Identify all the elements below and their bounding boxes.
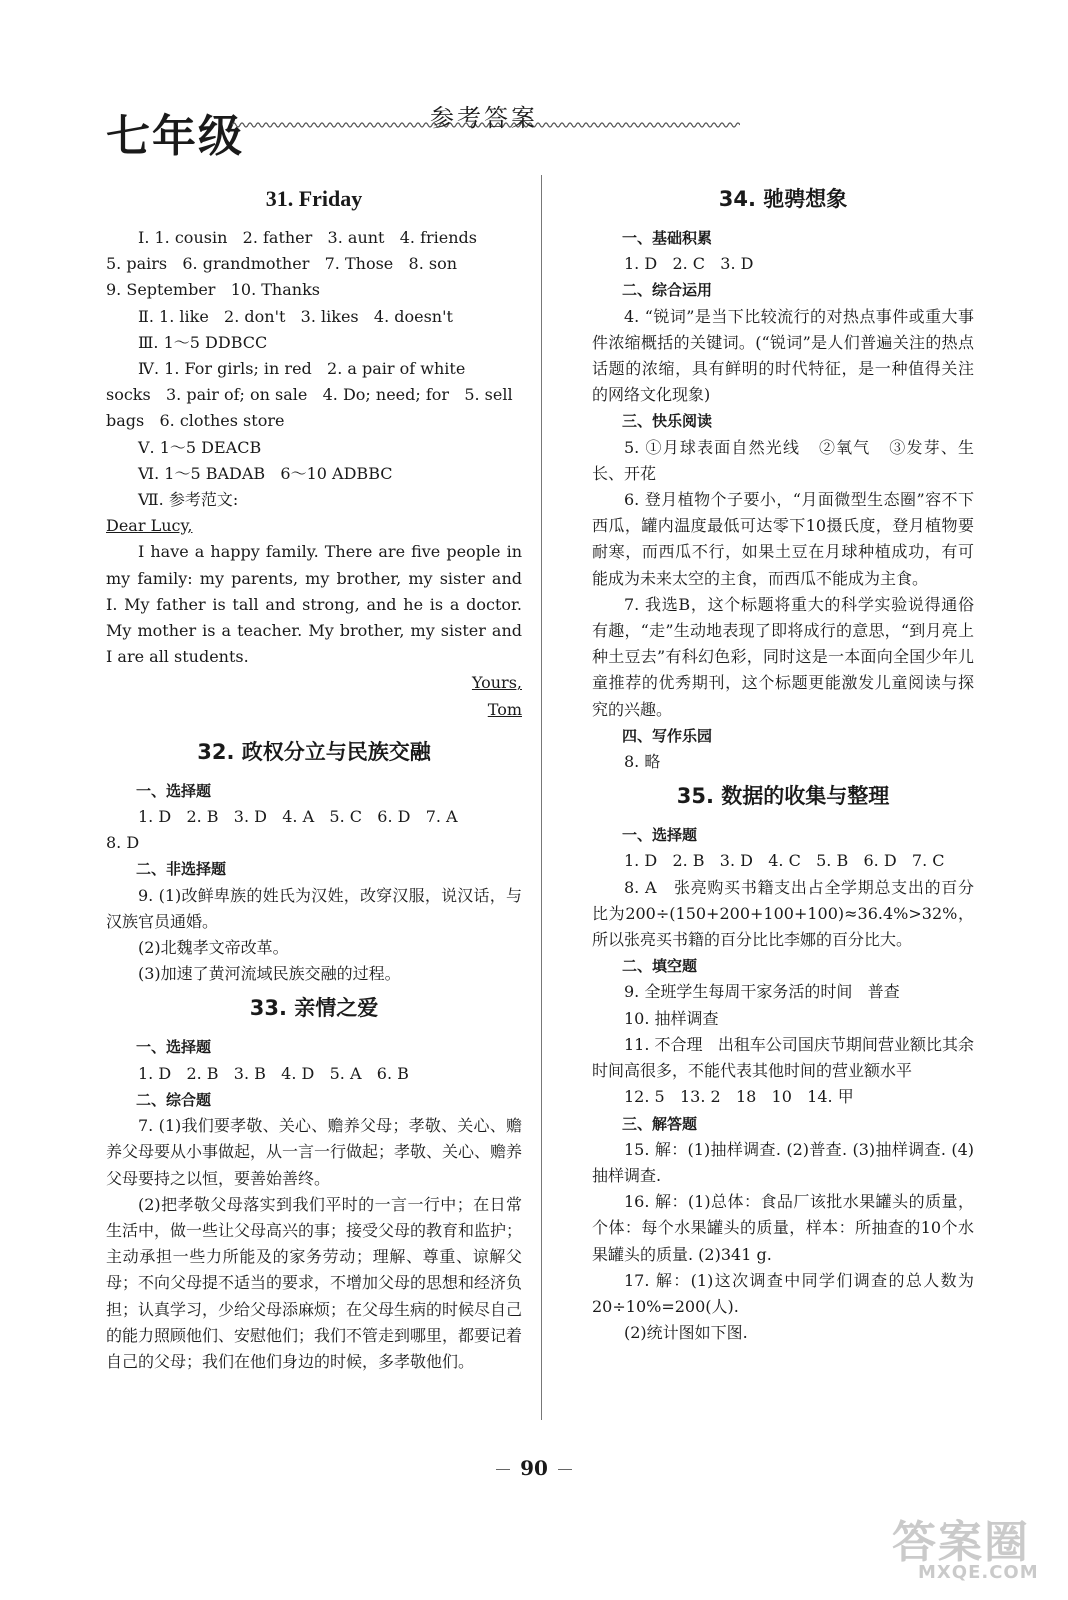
answer-line: 10. 抽样调查 (624, 1008, 719, 1028)
answer-line: 1. D 2. B 3. B 4. D 5. A 6. B (138, 1063, 409, 1083)
answer-line: 12. 5 13. 2 18 10 14. 甲 (624, 1087, 854, 1107)
subsection-heading: 二、填空题 (622, 957, 698, 976)
answer-paragraph: 4. “锐词”是当下比较流行的对热点事件或重大事件浓缩概括的关键词。(“锐词”是人们普遍关注的热点话题的浓缩，具有鲜明的时代特征，是一种值得关注的网络文化现象) (592, 306, 974, 405)
answer-paragraph: 9. (1)改鲜卑族的姓氏为汉姓，改穿汉服，说汉话，与汉族官员通婚。 (106, 885, 522, 931)
answer-line: 1. D 2. B 3. D 4. C 5. B 6. D 7. C (624, 851, 945, 871)
subsection-heading: 二、综合运用 (622, 281, 713, 300)
answer-paragraph: (2)北魏孝文帝改革。 (138, 938, 289, 958)
answer-paragraph: 5. ①月球表面自然光线 ②氧气 ③发芽、生长、开花 (592, 437, 974, 483)
subsection-heading: 二、综合题 (136, 1090, 212, 1109)
watermark-url: MXQE.COM (918, 1562, 1039, 1583)
subsection-heading: 四、写作乐园 (622, 726, 713, 745)
answer-line: 8. D (106, 833, 140, 853)
watermark-logo (880, 1500, 1050, 1590)
answer-line: 1. D 2. B 3. D 4. A 5. C 6. D 7. A (138, 807, 458, 827)
answer-line: Ⅴ. 1～5 DEACB (138, 437, 262, 457)
answer-paragraph: 11. 不合理 出租车公司国庆节期间营业额比其余时间高很多，不能代表其他时间的营业额水平 (592, 1034, 974, 1081)
page-number-text: 90 (520, 1456, 548, 1480)
answer-paragraph: 15. 解：(1)抽样调查. (2)普查. (3)抽样调查. (4)抽样调查. (592, 1139, 974, 1185)
subsection-heading: 一、基础积累 (622, 229, 713, 247)
letter-salutation: Dear Lucy, (106, 516, 193, 536)
answer-paragraph: 6. 登月植物个子要小，“月面微型生态圈”容不下西瓜，罐内温度最低可达零下10摄氏度，登月植物要耐寒，而西瓜不行，如果土豆在月球种植成功，有可能成为未来太空的主食，而西瓜不能成为主食。 (592, 490, 974, 588)
answer-paragraph: (3)加速了黄河流域民族交融的过程。 (138, 964, 401, 984)
page-number-dash-left (496, 1469, 510, 1470)
subsection-heading: 一、选择题 (622, 826, 698, 845)
column-divider (541, 175, 542, 1420)
answer-line: 9. 全班学生每周干家务活的时间 普查 (624, 982, 900, 1002)
section-34-title: 34. 驰骋想象 (718, 187, 848, 211)
grade-heading: 七年级 (106, 111, 244, 162)
letter-body: I have a happy family. There are five people in my family: my parents, my brother, my sister and I. My father is tall and strong, and he is a doctor. My mother is a teacher. My brother, my sister and I are all students. (106, 542, 528, 667)
answer-paragraph: 8. A 张亮购买书籍支出占全学期总支出的百分比为200÷(150+200+100+100)≈36.4%>32%，所以张亮买书籍的百分比比李娜的百分比大。 (592, 877, 974, 950)
answer-paragraph: 7. 我选B，这个标题将重大的科学实验说得通俗有趣，“走”生动地表现了即将成行的意思，“到月亮上种土豆去”有科幻色彩，同时这是一本面向全国少年儿童推荐的优秀期刊，这个标题更能激发儿童阅读与探究的兴趣。 (592, 594, 974, 719)
answer-line: Ⅳ. 1. For girls; in red 2. a pair of white (138, 359, 466, 379)
subsection-heading: 三、快乐阅读 (622, 412, 713, 431)
answer-paragraph: (2)统计图如下图. (624, 1323, 748, 1343)
answer-line: Ⅶ. 参考范文: (138, 490, 239, 510)
answer-line: 9. September 10. Thanks (106, 280, 320, 300)
answer-line: socks 3. pair of; on sale 4. Do; need; for 5. sell (106, 385, 513, 405)
page-number-dash-right (558, 1469, 572, 1470)
section-32-title: 32. 政权分立与民族交融 (197, 739, 431, 764)
answer-line: 5. pairs 6. grandmother 7. Those 8. son (106, 254, 458, 274)
answer-paragraph: 16. 解：(1)总体：食品厂该批水果罐头的质量，个体：每个水果罐头的质量，样本：所抽查的10个水果罐头的质量. (2)341 g. (592, 1192, 974, 1264)
left-column (106, 178, 528, 1375)
answer-line: 1. D 2. C 3. D (624, 254, 754, 274)
answer-line: Ⅰ. 1. cousin 2. father 3. aunt 4. friends (138, 228, 478, 247)
answer-paragraph: 7. (1)我们要孝敬、关心、赡养父母；孝敬、关心、赡养父母要从小事做起，从一言一行做起；孝敬、关心、赡养父母要持之以恒，要善始善终。 (106, 1116, 523, 1188)
page-number (0, 1456, 1068, 1480)
section-33-title: 33. 亲情之爱 (249, 996, 379, 1021)
answer-line: Ⅲ. 1～5 DDBCC (138, 332, 268, 352)
answer-line: bags 6. clothes store (106, 411, 285, 431)
right-column (592, 178, 974, 1346)
section-31-title: 31. Friday (265, 186, 363, 211)
answer-line: Ⅵ. 1～5 BADAB 6～10 ADBBC (138, 463, 393, 483)
answer-line: 8. 略 (624, 752, 661, 772)
subsection-heading: 二、非选择题 (136, 860, 227, 879)
answer-key-title: 参考答案 (430, 104, 538, 132)
section-35-title: 35. 数据的收集与整理 (676, 784, 890, 809)
letter-signature: Tom (487, 699, 522, 719)
answer-line: Ⅱ. 1. like 2. don't 3. likes 4. doesn't (138, 306, 453, 326)
letter-closing: Yours, (471, 673, 522, 693)
subsection-heading: 一、选择题 (136, 1038, 212, 1057)
watermark-text: 答案圈 (892, 1517, 1030, 1568)
answer-paragraph: (2)把孝敬父母落实到我们平时的一言一行中；在日常生活中，做一些让父母高兴的事；接受父母的教育和监护；主动承担一些力所能及的家务劳动；理解、尊重、谅解父母；不向父母提不适当的要求，不增加父母的思想和经济负担；认真学习，少给父母添麻烦；在父母生病的时候尽自己的能力照顾他们、安慰他们；我们不管走到哪里，都要记着自己的父母；我们在他们身边的时候，多孝敬他们。 (106, 1194, 523, 1371)
subsection-heading: 一、选择题 (136, 781, 212, 800)
subsection-heading: 三、解答题 (622, 1114, 698, 1133)
answer-paragraph: 17. 解：(1)这次调查中同学们调查的总人数为20÷10%=200(人). (592, 1270, 974, 1316)
